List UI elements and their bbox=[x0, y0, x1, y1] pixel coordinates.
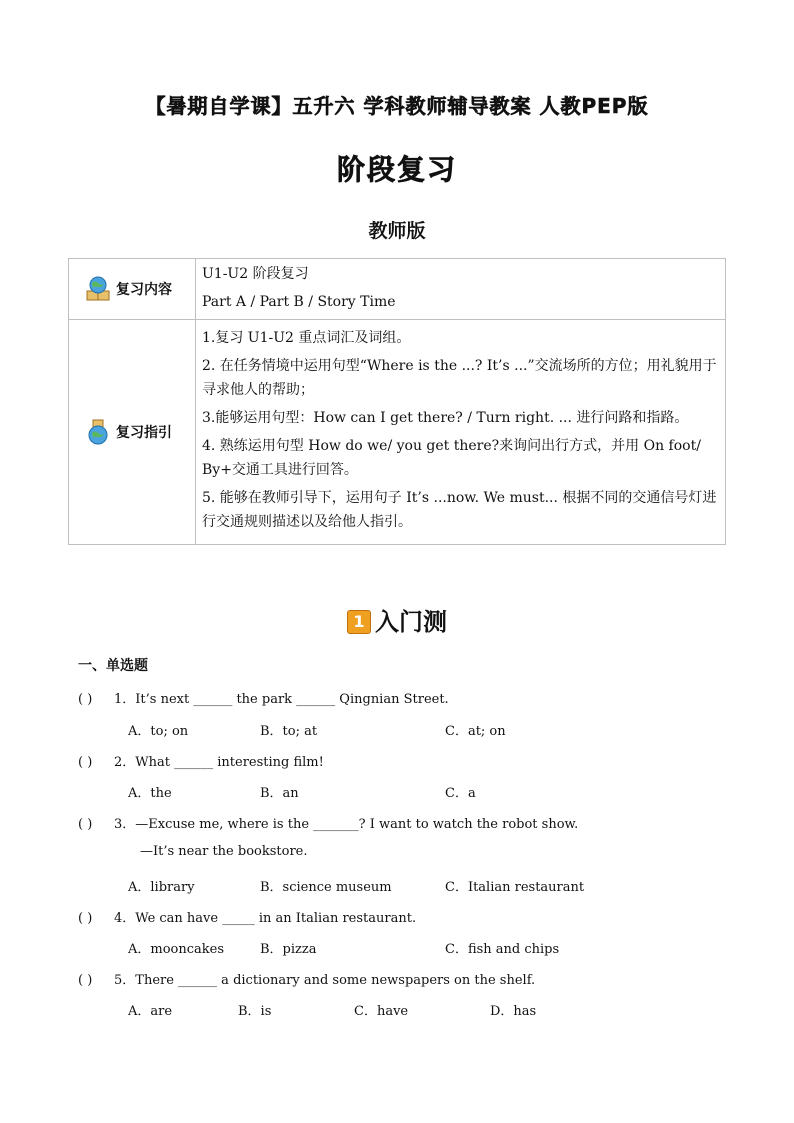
option: A．are bbox=[128, 1004, 173, 1019]
review-guide-label-cell bbox=[69, 320, 196, 545]
globe-book-icon bbox=[84, 275, 112, 303]
review-content-line: U1-U2 阶段复习 bbox=[202, 266, 309, 282]
review-content-row bbox=[69, 259, 726, 320]
option: C．at; on bbox=[445, 724, 506, 739]
section-number-badge: 1 bbox=[347, 610, 371, 634]
option: B．pizza bbox=[260, 942, 317, 957]
question-stem-line2: —It’s near the bookstore. bbox=[140, 844, 308, 859]
review-content-label-cell bbox=[69, 259, 196, 320]
section-title: 入门测 bbox=[375, 608, 447, 636]
question-stem: ( ) 4．We can have _____ in an Italian restaurant. bbox=[78, 911, 417, 926]
document-header-title: 【暑期自学课】五升六 学科教师辅导教案 人教PEP版 bbox=[145, 94, 649, 118]
answer-blank[interactable]: ( ) bbox=[78, 911, 93, 926]
globe-book-icon bbox=[84, 418, 112, 446]
answer-blank[interactable]: ( ) bbox=[78, 973, 93, 988]
edition-label: 教师版 bbox=[368, 220, 426, 242]
answer-blank[interactable]: ( ) bbox=[78, 755, 93, 770]
option: A．to; on bbox=[128, 724, 189, 739]
guide-item: 4. 熟练运用句型 How do we/ you get there?来询问出行方式，并用 On foot/ By+交通工具进行回答。 bbox=[202, 438, 701, 478]
question-stem: ( ) 2．What ______ interesting film! bbox=[78, 755, 324, 770]
section-heading bbox=[0, 602, 794, 637]
review-guide-cell bbox=[196, 320, 726, 545]
option: D．has bbox=[490, 1004, 537, 1019]
review-guide-row bbox=[69, 320, 726, 545]
answer-blank[interactable]: ( ) bbox=[78, 817, 93, 832]
question-stem: ( ) 1．It’s next ______ the park ______ Qingnian Street. bbox=[78, 692, 449, 707]
guide-item: 1.复习 U1-U2 重点词汇及词组。 bbox=[202, 330, 411, 346]
question-stem: ( ) 3．—Excuse me, where is the _______? I want to watch the robot show. bbox=[78, 817, 579, 832]
main-title: 阶段复习 bbox=[336, 153, 457, 186]
review-content-cell bbox=[196, 259, 726, 320]
option: B．science museum bbox=[260, 880, 392, 895]
question-stem: ( ) 5．There ______ a dictionary and some newspapers on the shelf. bbox=[78, 973, 536, 988]
option: C．have bbox=[354, 1004, 409, 1019]
review-table bbox=[68, 258, 726, 545]
option: C．Italian restaurant bbox=[445, 880, 585, 895]
review-guide-label: 复习指引 bbox=[116, 425, 172, 441]
option: B．an bbox=[260, 786, 299, 801]
option: C．a bbox=[445, 786, 476, 801]
review-content-line: Part A / Part B / Story Time bbox=[202, 294, 396, 310]
guide-item: 5. 能够在教师引导下，运用句子 It’s ...now. We must... 根据不同的交通信号灯进行交通规则描述以及给他人指引。 bbox=[202, 490, 717, 530]
guide-item: 2. 在任务情境中运用句型“Where is the ...? It’s ...”交流场所的方位；用礼貌用于寻求他人的帮助； bbox=[202, 358, 717, 398]
option: B．is bbox=[238, 1004, 272, 1019]
option: A．library bbox=[128, 880, 195, 895]
guide-item: 3.能够运用句型：How can I get there? / Turn right. ... 进行问路和指路。 bbox=[202, 410, 689, 426]
option: C．fish and chips bbox=[445, 942, 560, 957]
option: A．mooncakes bbox=[128, 942, 225, 957]
option: B．to; at bbox=[260, 724, 318, 739]
part-title: 一、单选题 bbox=[78, 658, 148, 674]
review-content-label: 复习内容 bbox=[116, 282, 172, 298]
option: A．the bbox=[128, 786, 172, 801]
answer-blank[interactable]: ( ) bbox=[78, 692, 93, 707]
